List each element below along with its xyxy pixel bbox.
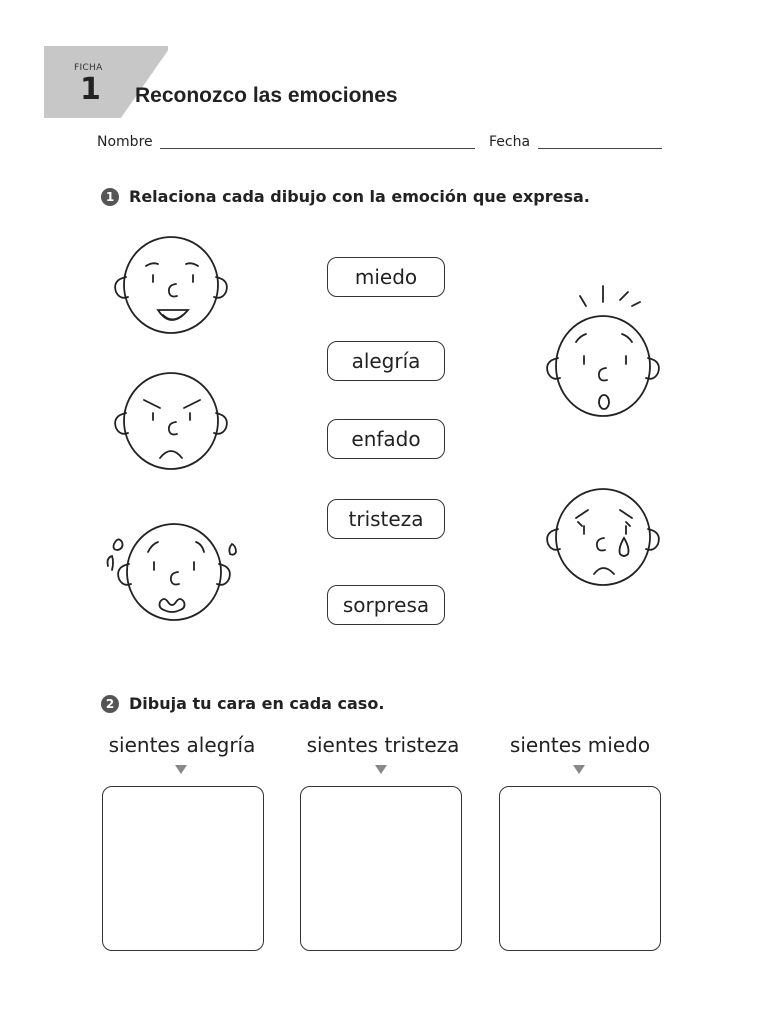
emotion-word-tristeza[interactable]: tristeza [327, 499, 445, 539]
down-arrow-icon [375, 765, 387, 774]
date-label: Fecha [489, 134, 531, 150]
drawing-box-miedo[interactable] [499, 786, 661, 951]
ficha-label: FICHA [74, 63, 103, 73]
name-field[interactable] [160, 148, 475, 149]
scared-face-icon[interactable] [100, 516, 242, 626]
exercise-1-instruction [101, 187, 590, 206]
date-field[interactable] [538, 148, 662, 149]
exercise-1-text: Relaciona cada dibujo con la emoción que expresa. [129, 187, 590, 206]
emotion-word-alegria[interactable]: alegría [327, 341, 445, 381]
drawing-box-alegria[interactable] [102, 786, 264, 951]
name-label: Nombre [97, 134, 153, 150]
exercise-2-text: Dibuja tu cara en cada caso. [129, 694, 385, 713]
case-label-miedo: sientes miedo [509, 733, 651, 757]
surprised-face-icon[interactable] [540, 284, 666, 420]
exercise-number-badge: 1 [101, 188, 119, 206]
sad-face-icon[interactable] [540, 484, 666, 590]
page-title: Reconozco las emociones [135, 84, 398, 107]
case-label-alegria: sientes alegría [108, 733, 256, 757]
down-arrow-icon [175, 765, 187, 774]
case-label-tristeza: sientes tristeza [306, 733, 460, 757]
drawing-box-tristeza[interactable] [300, 786, 462, 951]
exercise-number-badge: 2 [101, 695, 119, 713]
emotion-word-enfado[interactable]: enfado [327, 419, 445, 459]
emotion-word-miedo[interactable]: miedo [327, 257, 445, 297]
happy-face-icon[interactable] [108, 232, 234, 338]
exercise-2-instruction [101, 694, 384, 713]
angry-face-icon[interactable] [108, 368, 234, 474]
down-arrow-icon [573, 765, 585, 774]
emotion-word-sorpresa[interactable]: sorpresa [327, 585, 445, 625]
ficha-number: 1 [80, 72, 101, 107]
